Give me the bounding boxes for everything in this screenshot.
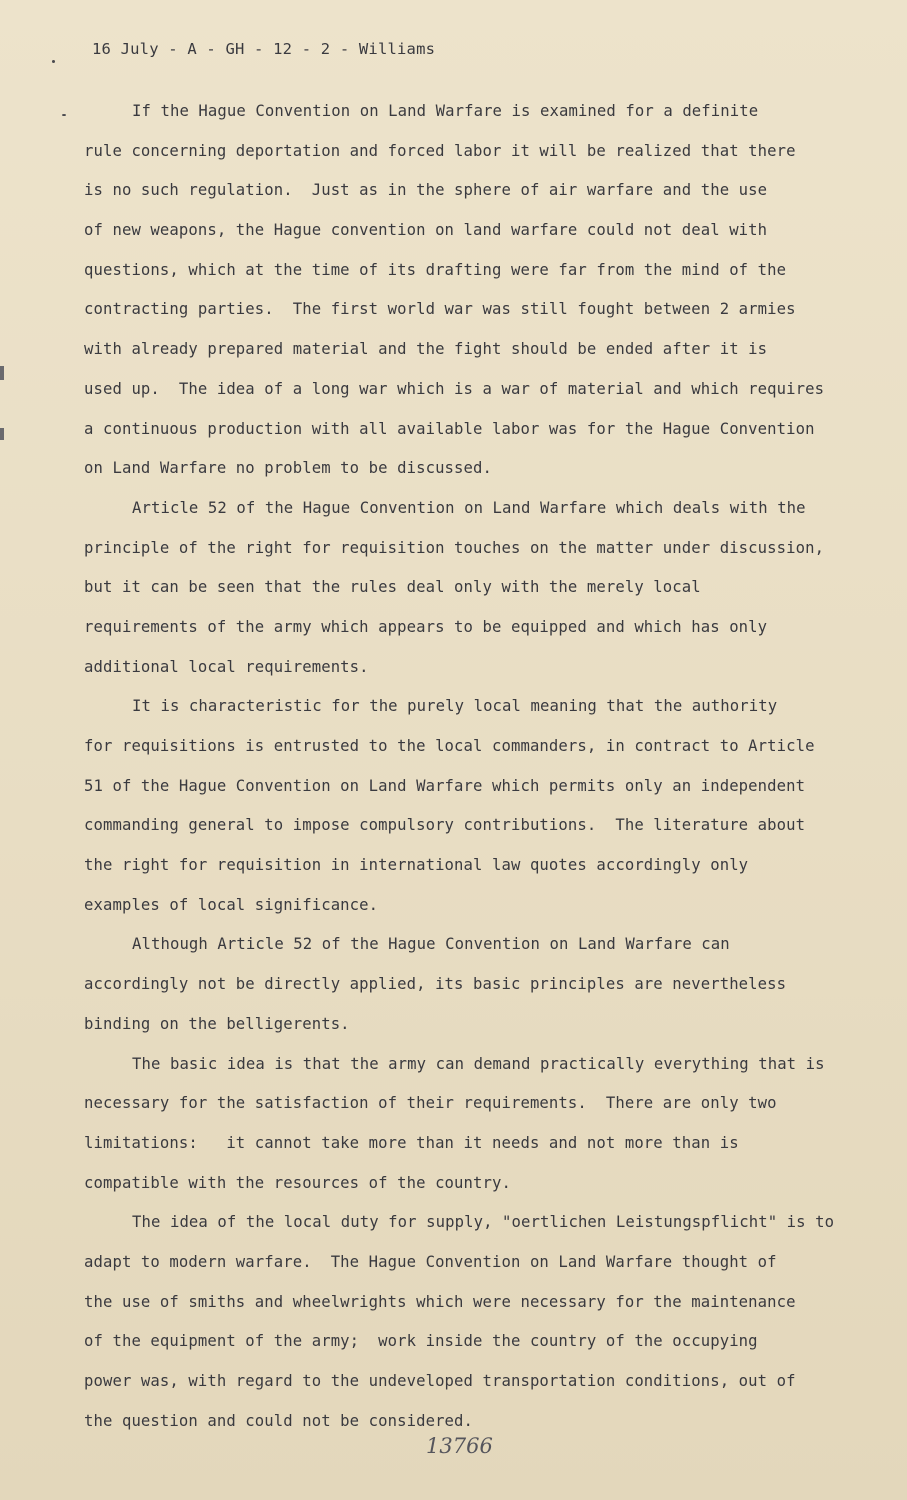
text-line: a continuous production with all available labor was for the Hague Convention xyxy=(84,419,815,438)
text-line: power was, with regard to the undeveloped transportation conditions, out of xyxy=(84,1372,796,1390)
margin-dot xyxy=(52,60,55,63)
text-line: limitations: it cannot take more than it needs and not more than is xyxy=(84,1133,739,1152)
text-line: commanding general to impose compulsory contributions. The literature about xyxy=(84,816,806,835)
text-line: examples of local significance. xyxy=(84,895,379,914)
margin-dot xyxy=(62,114,66,116)
text-line: Article 52 of the Hague Convention on Land Warfare which deals with the xyxy=(132,498,806,517)
text-line: questions, which at the time of its drafting were far from the mind of the xyxy=(84,260,787,279)
text-line: for requisitions is entrusted to the local commanders, in contract to Article xyxy=(84,737,815,755)
text-line: the right for requisition in international law quotes accordingly only xyxy=(84,856,749,875)
text-line: accordingly not be directly applied, its basic principles are nevertheless xyxy=(84,975,787,994)
text-line: additional local requirements. xyxy=(84,657,369,676)
text-line: the use of smiths and wheelwrights which were necessary for the maintenance xyxy=(84,1292,796,1311)
text-line: with already prepared material and the fight should be ended after it is xyxy=(84,340,768,359)
text-line: It is characteristic for the purely local meaning that the authority xyxy=(132,697,778,716)
text-line: is no such regulation. Just as in the sphere of air warfare and the use xyxy=(84,181,768,200)
text-line: but it can be seen that the rules deal only with the merely local xyxy=(84,578,701,597)
text-line: If the Hague Convention on Land Warfare is examined for a definite xyxy=(132,102,759,120)
text-line: 51 of the Hague Convention on Land Warfare which permits only an independent xyxy=(84,776,806,795)
text-line: rule concerning deportation and forced labor it will be realized that there xyxy=(84,141,796,160)
text-line: compatible with the resources of the country. xyxy=(84,1173,511,1192)
text-line: of new weapons, the Hague convention on land warfare could not deal with xyxy=(84,221,768,240)
binding-mark xyxy=(0,366,4,380)
text-line: contracting parties. The first world war was still fought between 2 armies xyxy=(84,300,796,319)
text-line: the question and could not be considered. xyxy=(84,1411,474,1430)
text-line: The idea of the local duty for supply, "oertlichen Leistungspflicht" is to xyxy=(132,1213,835,1232)
text-line: used up. The idea of a long war which is a war of material and which requires xyxy=(84,379,825,398)
binding-mark xyxy=(0,428,4,440)
text-line: adapt to modern warfare. The Hague Convention on Land Warfare thought of xyxy=(84,1252,777,1271)
text-line: The basic idea is that the army can demand practically everything that is xyxy=(132,1054,825,1073)
text-line: necessary for the satisfaction of their requirements. There are only two xyxy=(84,1094,777,1113)
text-line: requirements of the army which appears to be equipped and which has only xyxy=(84,617,768,636)
handwritten-page-number: 13766 xyxy=(426,1434,493,1458)
text-line: principle of the right for requisition touches on the matter under discussion, xyxy=(84,538,825,557)
page-header: 16 July - A - GH - 12 - 2 - Williams xyxy=(92,40,436,58)
text-line: Although Article 52 of the Hague Convention on Land Warfare can xyxy=(132,935,730,954)
text-line: binding on the belligerents. xyxy=(84,1014,350,1033)
document-body xyxy=(84,92,854,1441)
text-line: on Land Warfare no problem to be discussed. xyxy=(84,459,492,478)
text-line: of the equipment of the army; work inside the country of the occupying xyxy=(84,1332,758,1351)
